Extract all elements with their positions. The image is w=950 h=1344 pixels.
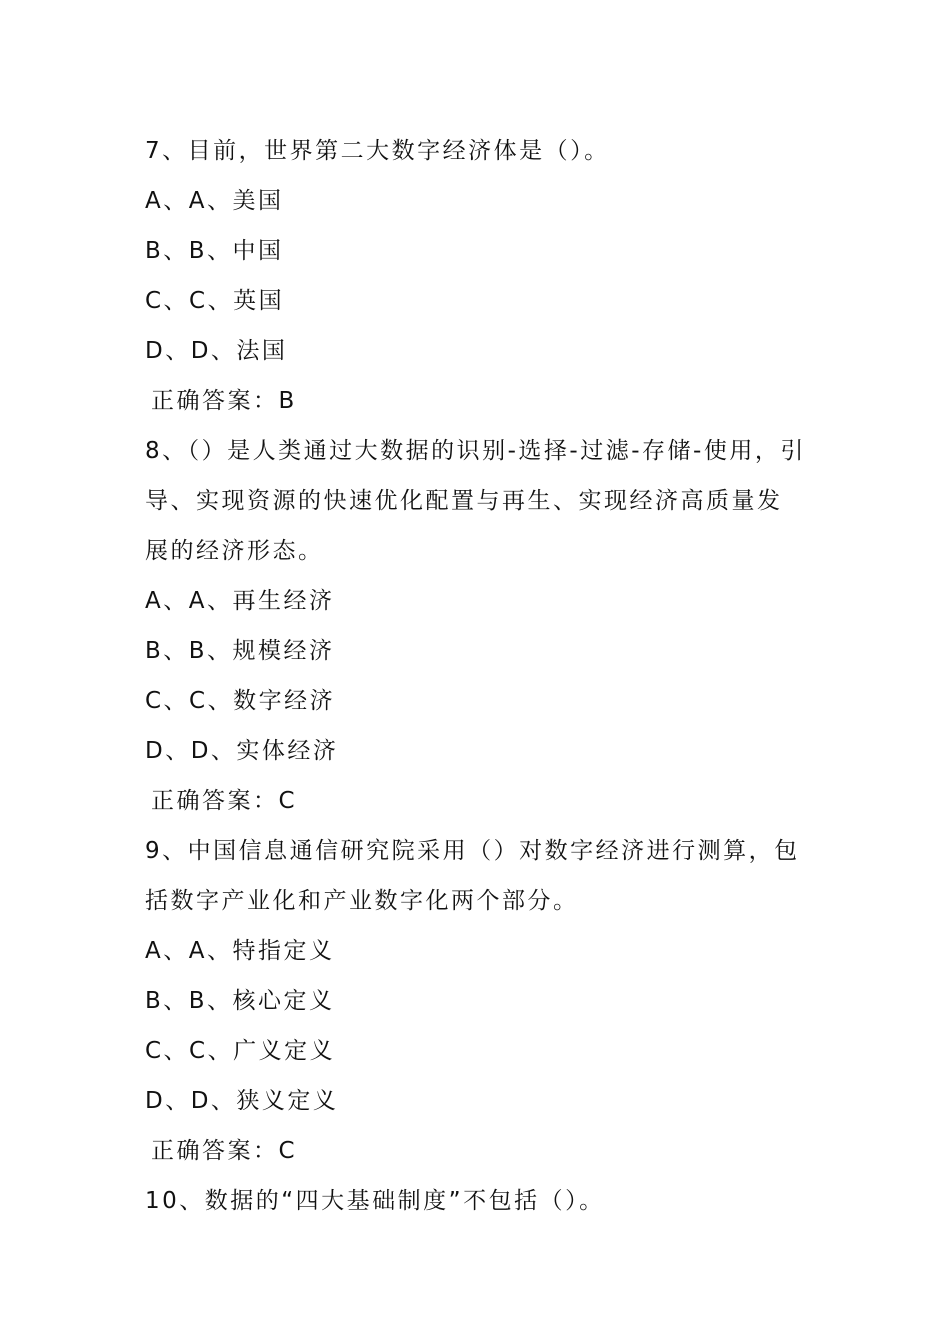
option-a: A、A、美国 bbox=[145, 188, 284, 214]
document-page bbox=[145, 126, 810, 1226]
option-b: B、B、核心定义 bbox=[145, 988, 335, 1014]
correct-answer: 正确答案：C bbox=[151, 1138, 298, 1164]
question-text: 8、（）是人类通过大数据的识别-选择-过滤-存储-使用，引 bbox=[145, 438, 806, 464]
option-a: A、A、再生经济 bbox=[145, 588, 335, 614]
option-b: B、B、中国 bbox=[145, 238, 284, 264]
option-d: D、D、实体经济 bbox=[145, 738, 339, 764]
question-8 bbox=[145, 426, 810, 826]
option-d: D、D、法国 bbox=[145, 338, 288, 364]
question-text: 10、数据的“四大基础制度”不包括（）。 bbox=[145, 1188, 605, 1214]
question-text: 括数字产业化和产业数字化两个部分。 bbox=[145, 888, 579, 914]
correct-answer: 正确答案：B bbox=[151, 388, 297, 414]
question-text: 7、目前，世界第二大数字经济体是（）。 bbox=[145, 138, 610, 164]
option-c: C、C、英国 bbox=[145, 288, 285, 314]
question-10 bbox=[145, 1176, 810, 1226]
question-9 bbox=[145, 826, 810, 1176]
option-b: B、B、规模经济 bbox=[145, 638, 335, 664]
question-7 bbox=[145, 126, 810, 426]
option-c: C、C、数字经济 bbox=[145, 688, 336, 714]
option-c: C、C、广义定义 bbox=[145, 1038, 336, 1064]
question-text: 9、中国信息通信研究院采用（）对数字经济进行测算，包 bbox=[145, 838, 800, 864]
question-text: 展的经济形态。 bbox=[145, 538, 324, 564]
correct-answer: 正确答案：C bbox=[151, 788, 298, 814]
option-d: D、D、狭义定义 bbox=[145, 1088, 339, 1114]
question-text: 导、实现资源的快速优化配置与再生、实现经济高质量发 bbox=[145, 488, 783, 514]
option-a: A、A、特指定义 bbox=[145, 938, 335, 964]
